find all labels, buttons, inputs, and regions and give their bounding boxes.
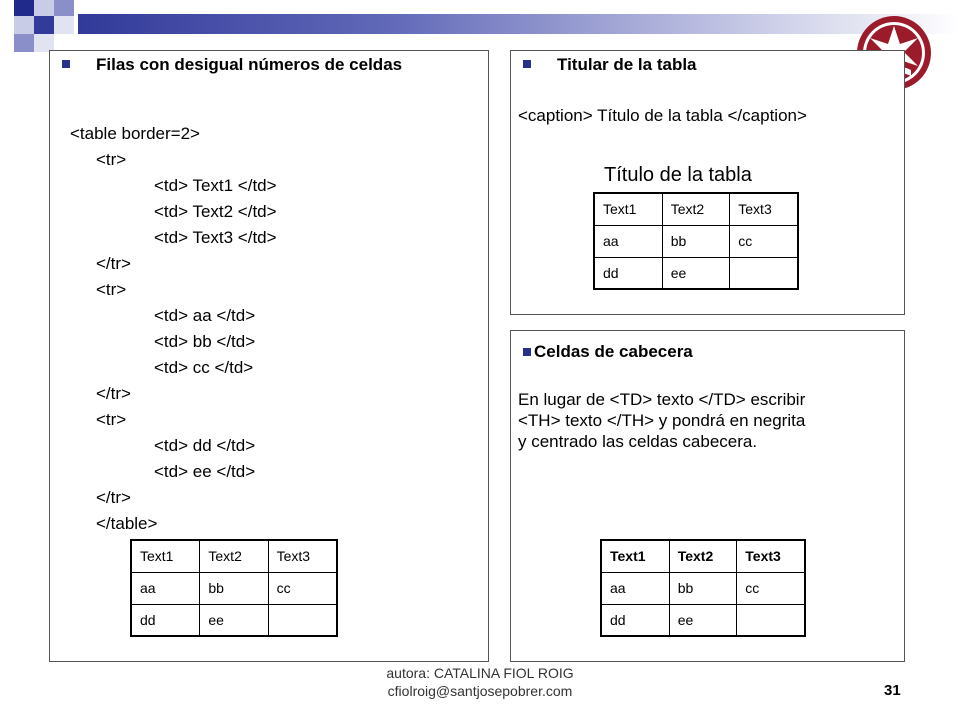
left-panel-heading: Filas con desigual números de celdas	[96, 55, 403, 74]
code-line: <td> Text2 </td>	[154, 202, 277, 221]
table-cell: Text2	[200, 540, 268, 572]
code-line: <td> Text3 </td>	[154, 228, 277, 247]
code-line: <table border=2>	[70, 124, 200, 143]
decor-square	[34, 16, 54, 34]
code-line: </tr>	[96, 384, 131, 403]
code-line: </table>	[96, 514, 158, 533]
code-line: <td> cc </td>	[154, 358, 254, 377]
table-cell: aa	[131, 572, 200, 604]
decor-square	[54, 16, 74, 34]
table-caption: Título de la tabla	[604, 164, 752, 186]
table-cell: bb	[669, 572, 737, 604]
code-line: <td> dd </td>	[154, 436, 256, 455]
table-cell: bb	[200, 572, 268, 604]
table-row	[601, 572, 805, 604]
th-explanation	[518, 389, 898, 452]
paragraph-line: y centrado las celdas cabecera.	[518, 432, 758, 451]
table-cell: Text1	[131, 540, 200, 572]
table-header-row	[601, 540, 805, 572]
table-cell: dd	[601, 604, 669, 636]
footer-author	[250, 664, 710, 700]
table-cell: dd	[594, 257, 662, 289]
paragraph-line: En lugar de <TD> texto </TD> escribir	[518, 390, 806, 409]
table-header-cell: Text1	[601, 540, 669, 572]
table-cell: Text2	[662, 193, 730, 225]
decor-square	[14, 16, 34, 34]
table-header-cell: Text2	[669, 540, 737, 572]
example-table-header	[600, 539, 806, 637]
code-line: <tr>	[96, 150, 127, 169]
table-cell: cc	[268, 572, 337, 604]
bottom-right-heading: Celdas de cabecera	[534, 342, 693, 361]
table-cell: ee	[200, 604, 268, 636]
code-line: <td> aa </td>	[154, 306, 256, 325]
decor-square	[14, 34, 34, 52]
code-line: </tr>	[96, 254, 131, 273]
bullet-icon	[523, 60, 531, 68]
code-line: <tr>	[96, 410, 127, 429]
code-line: <td> Text1 </td>	[154, 176, 277, 195]
table-cell: Text1	[594, 193, 662, 225]
table-cell: Text3	[268, 540, 337, 572]
table-cell: aa	[594, 225, 662, 257]
caption-code-line: <caption> Título de la tabla </caption>	[518, 106, 807, 125]
table-row	[594, 225, 798, 257]
table-row	[594, 193, 798, 225]
author-name: autora: CATALINA FIOL ROIG	[386, 665, 574, 681]
bullet-icon	[62, 60, 70, 68]
table-cell: cc	[730, 225, 798, 257]
table-row	[131, 604, 337, 636]
top-right-heading: Titular de la tabla	[557, 55, 697, 74]
title-gradient-bar	[78, 14, 960, 34]
table-cell	[268, 604, 337, 636]
decor-square	[54, 0, 74, 16]
table-cell: bb	[662, 225, 730, 257]
example-table-left	[130, 539, 338, 637]
table-row	[131, 572, 337, 604]
table-cell: ee	[669, 604, 737, 636]
decor-square	[14, 0, 34, 16]
table-cell	[737, 604, 805, 636]
table-row	[601, 604, 805, 636]
decor-square	[34, 0, 54, 16]
code-line: <td> ee </td>	[154, 462, 256, 481]
table-row	[594, 257, 798, 289]
code-line: <td> bb </td>	[154, 332, 256, 351]
code-line: <tr>	[96, 280, 127, 299]
paragraph-line: <TH> texto </TH> y pondrá en negrita	[518, 411, 806, 430]
code-line: </tr>	[96, 488, 131, 507]
table-row	[131, 540, 337, 572]
example-table-caption	[593, 192, 799, 290]
table-cell: ee	[662, 257, 730, 289]
table-cell: cc	[737, 572, 805, 604]
table-cell: dd	[131, 604, 200, 636]
table-header-cell: Text3	[737, 540, 805, 572]
bullet-icon	[523, 348, 531, 356]
page-number: 31	[884, 682, 901, 699]
table-cell: Text3	[730, 193, 798, 225]
table-cell	[730, 257, 798, 289]
table-cell: aa	[601, 572, 669, 604]
author-email: cfiolroig@santjosepobrer.com	[387, 683, 573, 699]
